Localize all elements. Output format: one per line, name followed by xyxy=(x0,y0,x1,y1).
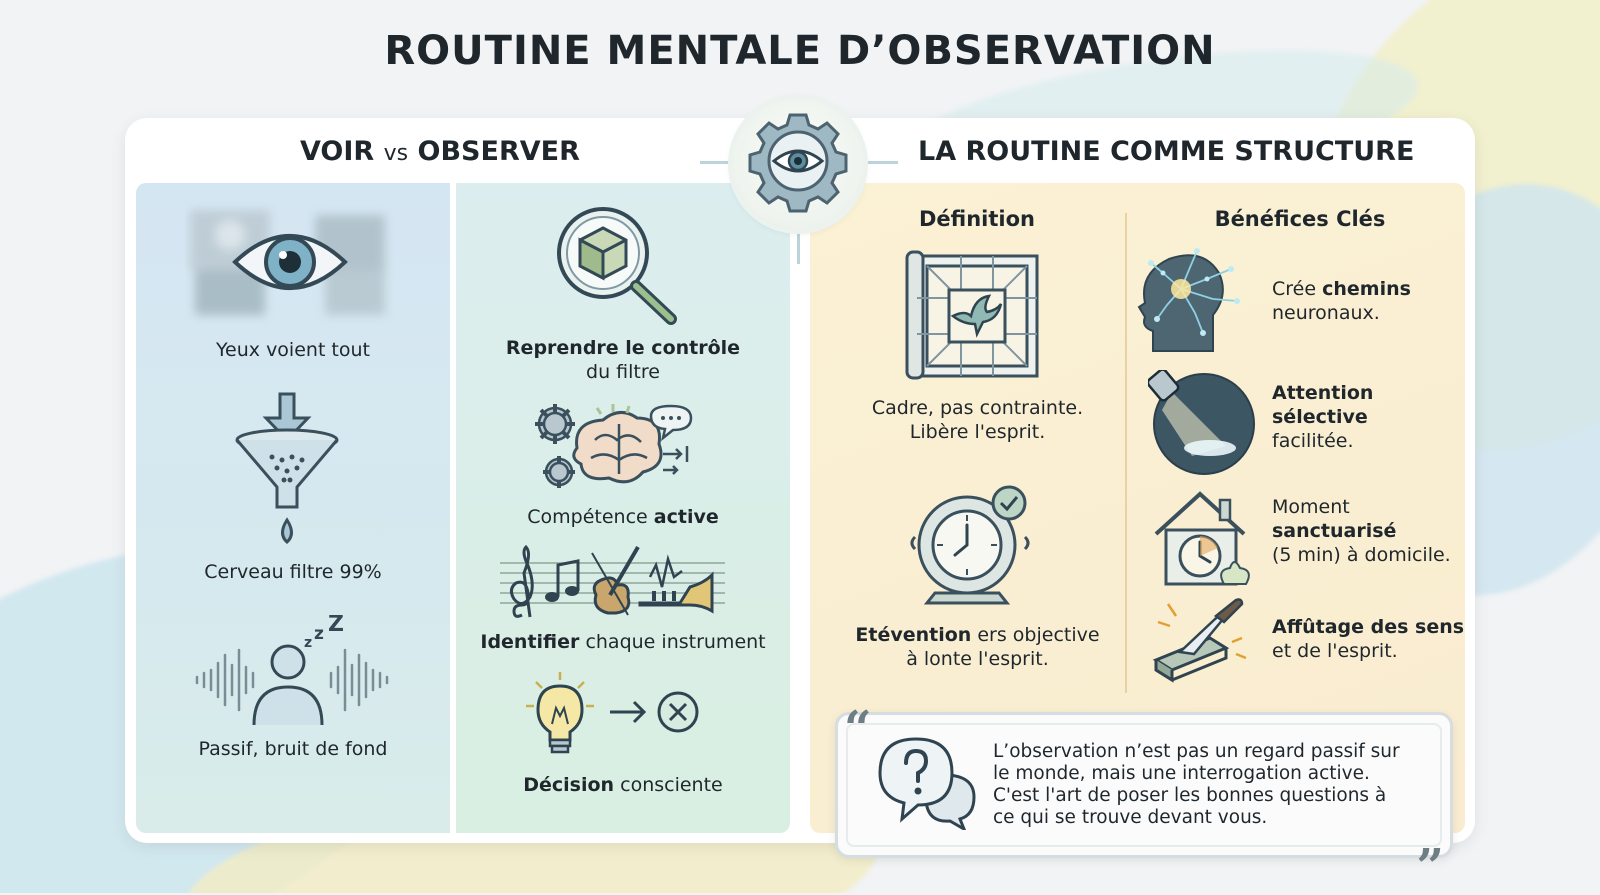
observer-caption-4: Décision consciente xyxy=(523,774,723,796)
neural-head-icon xyxy=(1133,243,1243,358)
funnel-icon xyxy=(232,392,342,557)
benefit-text-3: Moment sanctuarisé (5 min) à domicile. xyxy=(1272,496,1451,566)
clock-check-icon xyxy=(905,485,1040,615)
benefits-heading: Bénéfices Clés xyxy=(1214,207,1386,231)
lightbulb-decision-icon xyxy=(520,668,705,768)
column-divider xyxy=(1125,213,1127,693)
brain-gears-icon xyxy=(525,400,700,500)
knife-sharpening-icon xyxy=(1150,598,1255,688)
frame-bird-icon xyxy=(905,250,1045,390)
spotlight-icon xyxy=(1148,370,1258,480)
instruments-icon xyxy=(500,543,725,628)
gear-eye-icon xyxy=(733,99,863,229)
definition-heading: Définition xyxy=(918,207,1035,231)
svg-text:Z: Z xyxy=(328,615,344,637)
voir-caption-1: Yeux voient tout xyxy=(215,339,371,361)
voir-caption-3: Passif, bruit de fond xyxy=(198,738,388,760)
hub-connector xyxy=(797,228,800,264)
question-bubbles-icon xyxy=(876,735,981,835)
quote-box xyxy=(835,701,1453,895)
observer-caption-3: Identifier chaque instrument xyxy=(480,631,766,653)
close-quote-mark: ” xyxy=(1416,839,1444,895)
benefit-text-2: Attention sélective facilitée. xyxy=(1272,382,1374,452)
hub-connector xyxy=(858,161,898,164)
routine-structure-heading: LA ROUTINE COMME STRUCTURE xyxy=(918,136,1415,167)
open-quote-mark: “ xyxy=(844,701,872,757)
benefit-text-4: Affûtage des sens et de l'esprit. xyxy=(1272,616,1465,662)
definition-caption-1: Cadre, pas contrainte. Libère l'esprit. xyxy=(871,397,1084,443)
page-title: ROUTINE MENTALE D’OBSERVATION xyxy=(384,28,1216,74)
house-clock-icon xyxy=(1150,486,1255,596)
voir-vs-observer-heading: VOIR vs OBSERVER xyxy=(300,136,580,167)
svg-text:z: z xyxy=(304,635,313,651)
eye-icon xyxy=(185,200,395,330)
magnifier-cube-icon xyxy=(553,203,683,333)
observer-caption-2: Compétence active xyxy=(527,506,719,528)
voir-caption-2: Cerveau filtre 99% xyxy=(204,561,382,583)
quote-text: L’observation n’est pas un regard passif sur le monde, mais une interrogation active. C'est l'art de poser les bonnes questions à ce qui se trouve devant vous. xyxy=(993,741,1400,828)
benefit-text-1: Crée chemins neuronaux. xyxy=(1272,278,1411,324)
observer-caption-1: Reprendre le contrôle du filtre xyxy=(505,337,741,383)
definition-caption-2: Etévention ers objective à lonte l'esprit. xyxy=(855,624,1100,670)
sleeping-person-icon xyxy=(192,615,392,735)
svg-text:z: z xyxy=(314,624,324,644)
